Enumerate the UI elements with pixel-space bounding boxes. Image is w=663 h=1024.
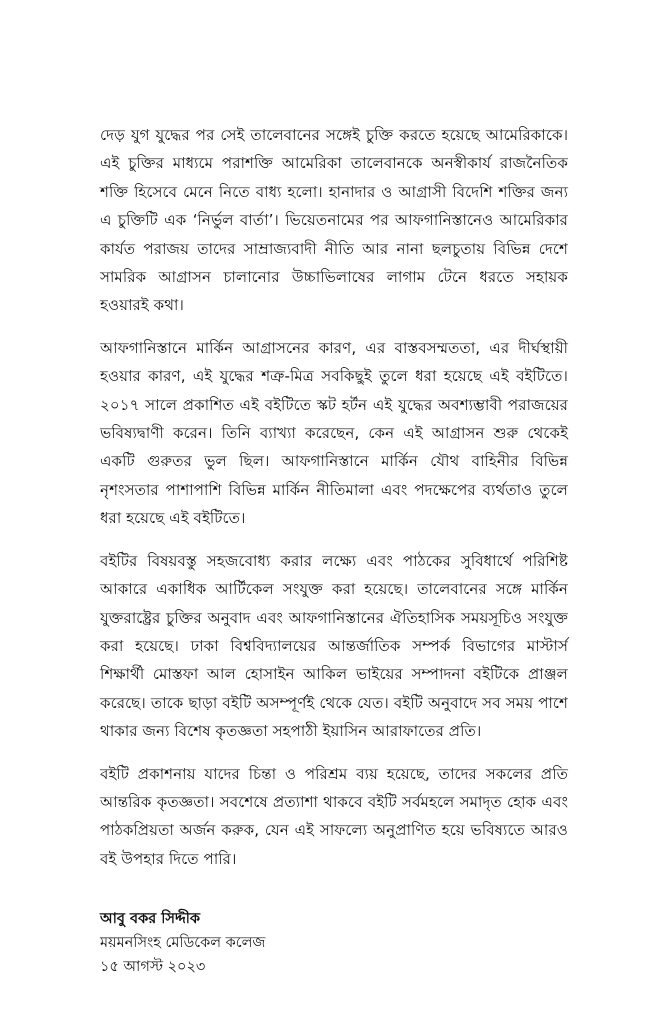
paragraph-1: দেড় যুগ যুদ্ধের পর সেই তালেবানের সঙ্গেই চুক্তি করতে হয়েছে আমেরিকাকে। এই চুক্তির মাধ্যমে পরাশক্তি আমেরিকা তালেবানকে অনস্বীকার্য রাজনৈতিক শক্তি হিসেবে মেনে নিতে বাধ্য হলো। হানাদার ও আগ্রাসী বিদেশি শক্তির জন্য এ চুক্তিটি এক ‘নির্ভুল বার্তা’। ভিয়েতনামের পর আফগানিস্তানেও আমেরিকার কার্যত পরাজয় তাদের সাম্রাজ্যবাদী নীতি আর নানা ছলচুতায় বিভিন্ন দেশে সামরিক আগ্রাসন চালানোর উচ্চাভিলাষের লাগাম টেনে ধরতে সহায়ক হওয়ারই কথা। — [100, 126, 568, 315]
signature-block — [100, 907, 568, 979]
signature-date: ১৫ আগস্ট ২০২৩ — [100, 959, 206, 976]
document-page — [100, 121, 568, 979]
paragraph-2: আফগানিস্তানে মার্কিন আগ্রাসনের কারণ, এর বাস্তবসম্মততা, এর দীর্ঘস্থায়ী হওয়ার কারণ, এই যুদ্ধের শত্রু-মিত্র সবকিছুই তুলে ধরা হয়েছে এই বইটিতে। ২০১৭ সালে প্রকাশিত এই বইটিতে স্কট হর্টন এই যুদ্ধের অবশ্যম্ভাবী পরাজয়ের ভবিষ্যদ্বাণী করেন। তিনি ব্যাখ্যা করেছেন, কেন এই আগ্রাসন শুরু থেকেই একটি গুরুতর ভুল ছিল। আফগানিস্তানে মার্কিন যৌথ বাহিনীর বিভিন্ন নৃশংসতার পাশাপাশি বিভিন্ন মার্কিন নীতিমালা এবং পদক্ষেপের ব্যর্থতাও তুলে ধরা হয়েছে এই বইটিতে। — [100, 338, 568, 528]
paragraph-4: বইটি প্রকাশনায় যাদের চিন্তা ও পরিশ্রম ব্যয় হয়েছে, তাদের সকলের প্রতি আন্তরিক কৃতজ্ঞতা। সবশেষে প্রত্যাশা থাকবে বইটি সর্বমহলে সমাদৃত হোক এবং পাঠকপ্রিয়তা অর্জন করুক, যেন এই সাফল্যে অনুপ্রাণিত হয়ে ভবিষ্যতে আরও বই উপহার দিতে পারি। — [100, 764, 568, 868]
paragraph-3: বইটির বিষয়বস্তু সহজবোধ্য করার লক্ষ্যে এবং পাঠকের সুবিধার্থে পরিশিষ্ট আকারে একাধিক আর্টিকেল সংযুক্ত করা হয়েছে। তালেবানের সঙ্গে মার্কিন যুক্তরাষ্ট্রের চুক্তির অনুবাদ এবং আফগানিস্তানের ঐতিহাসিক সময়সূচিও সংযুক্ত করা হয়েছে। ঢাকা বিশ্ববিদ্যালয়ের আন্তর্জাতিক সম্পর্ক বিভাগের মাস্টার্স শিক্ষার্থী মোস্তফা আল হোসাইন আকিল ভাইয়ের সম্পাদনা বইটিকে প্রাঞ্জল করেছে। তাকে ছাড়া বইটি অসম্পূর্ণই থেকে যেত। বইটি অনুবাদে সব সময় পাশে থাকার জন্য বিশেষ কৃতজ্ঞতা সহপাঠী ইয়াসিন আরাফাতের প্রতি। — [100, 551, 568, 741]
author-institution: ময়মনসিংহ মেডিকেল কলেজ — [100, 935, 266, 952]
author-name: আবু বকর সিদ্দীক — [100, 911, 201, 928]
